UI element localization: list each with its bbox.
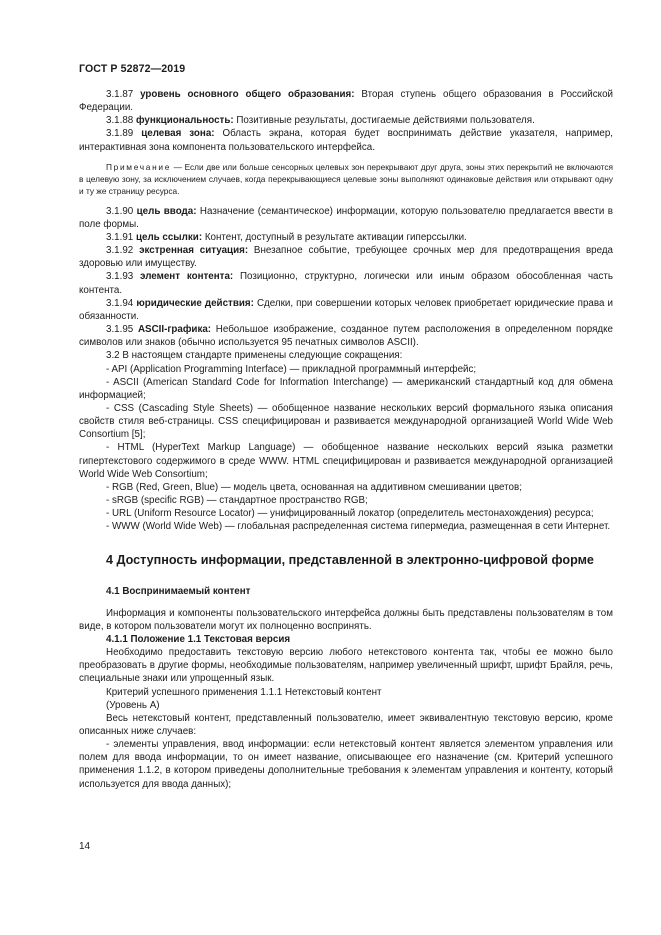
- definition-term: цель ввода:: [136, 205, 197, 217]
- definition-term: экстренная ситуация:: [139, 245, 249, 257]
- definition-term: целевая зона:: [141, 128, 215, 140]
- definition-number: 3.1.92: [106, 245, 140, 257]
- definition-item: [79, 244, 613, 270]
- paragraph: Критерий успешного применения 1.1.1 Нетекстовый контент: [106, 686, 382, 698]
- abbreviation-item: - RGB (Red, Green, Blue) — модель цвета, основанная на аддитивном смешивании цветов;: [106, 481, 522, 493]
- definition-text: Небольшое изображение, созданное путем расположения в определенном порядке символов или знаков (обычно используется 95 печатных символов ASCII).: [79, 324, 613, 349]
- definition-term: ASCII-графика:: [137, 324, 212, 336]
- definition-number: 3.1.88: [106, 115, 136, 127]
- definition-item: [79, 114, 613, 127]
- abbreviation-item: - HTML (HyperText Markup Language) — обобщенное название нескольких версий языка разметки гипертекстового содержимого в среде WWW. HTML специфицирован и развивается международной организацией World Wide Web Consortium;: [79, 442, 613, 480]
- definition-text: Позитивные результаты, достигаемые действиями пользователя.: [233, 115, 535, 127]
- definition-number: 3.1.90: [106, 205, 137, 217]
- abbreviation-item: - WWW (World Wide Web) — глобальная распределенная система гипермедиа, размещенная в сети Интернет.: [106, 521, 611, 533]
- definition-text: Область экрана, которая будет воспринимать действие указателя, например, интерактивная зона компонента пользовательского интерфейса.: [79, 128, 613, 153]
- section-4-1-text: Информация и компоненты пользовательского интерфейса должны быть представлены пользователям в том виде, в котором пользователи могут их полноценно воспринять.: [79, 607, 613, 632]
- definition-item: [79, 297, 613, 323]
- page-number: 14: [79, 841, 91, 852]
- note-label: Примечание: [106, 161, 172, 172]
- definition-term: функциональность:: [135, 115, 234, 127]
- definition-text: Внезапное событие, требующее срочных мер для предотвращения вреда здоровью или имуществу.: [79, 245, 614, 270]
- definition-text: Назначение (семантическое) информации, которую пользователю предлагается ввести в поле формы.: [79, 205, 614, 230]
- abbreviation-item: - sRGB (specific RGB) — стандартное пространство RGB;: [106, 495, 368, 507]
- paragraph: (Уровень А): [106, 699, 160, 711]
- document-header: ГОСТ Р 52872—2019: [79, 63, 186, 75]
- abbreviation-item: - CSS (Cascading Style Sheets) — обобщенное название нескольких версий формального языка описания свойств стиля веб-страницы. CSS специфицирован и развивается международной организацией World Wide Web Consortium [5];: [79, 403, 613, 441]
- paragraph: Весь нетекстовый контент, представленный пользователю, имеет эквивалентную текстовую версию, кроме описанных ниже случаев:: [79, 712, 613, 737]
- definition-number: 3.1.93: [106, 271, 141, 283]
- section-4-1-1-heading: 4.1.1 Положение 1.1 Текстовая версия: [106, 633, 291, 645]
- definition-text: Позиционно, структурно, логически или иным образом обособленная часть контента.: [79, 271, 613, 296]
- definition-item: [79, 323, 613, 349]
- definition-text: Сделки, при совершении которых человек приобретает юридические права и обязанности.: [79, 297, 613, 322]
- note: [79, 161, 613, 198]
- definition-term: цель ссылки:: [135, 231, 203, 243]
- definitions-list-1: [79, 88, 613, 154]
- note-text: — Если две или больше сенсорных целевых зон перекрывают друг друга, зоны этих перекрытий не включаются в целевую зону, за исключением случаев, когда перекрывающиеся целевые зоны выполняют одинаковые действия или открывают одну и ту же страницу ресурса.: [79, 161, 613, 197]
- definitions-list-2: [79, 205, 613, 350]
- definition-term: уровень основного общего образования:: [140, 89, 355, 100]
- abbreviation-item: - API (Application Programming Interface) — прикладной программный интерфейс;: [106, 363, 477, 375]
- section-4-heading: 4 Доступность информации, представленной в электронно-цифровой форме: [106, 552, 594, 567]
- definition-item: [79, 270, 613, 296]
- section-4-1-heading: 4.1 Воспринимаемый контент: [106, 585, 251, 597]
- definition-item: [79, 88, 613, 114]
- definition-number: 3.1.95: [106, 324, 138, 336]
- section-4-1-1-paragraphs: [79, 646, 613, 791]
- abbreviation-item: - ASCII (American Standard Code for Information Interchange) — американский стандартный код для обмена информацией;: [79, 376, 613, 401]
- definition-term: юридические действия:: [136, 297, 254, 309]
- document-body: [79, 88, 613, 791]
- abbreviation-item: - URL (Uniform Resource Locator) — унифицированный локатор (определитель местонахождения) ресурса;: [106, 508, 594, 520]
- definition-text: Вторая ступень общего образования в Российской Федерации.: [79, 89, 613, 114]
- paragraph: - элементы управления, ввод информации: если нетекстовый контент является элементом управления или полем для ввода информации, то он имеет название, описывающее его назначение (см. Критерий успешного применения 1.1.2, в котором приведены дополнительные требования к элементам управления и контенту, который используется для ввода данных);: [79, 739, 613, 790]
- definition-term: элемент контента:: [140, 271, 234, 283]
- definition-item: [79, 231, 613, 244]
- definition-item: [79, 127, 613, 153]
- definition-number: 3.1.94: [106, 297, 137, 309]
- abbreviations-intro: 3.2 В настоящем стандарте применены следующие сокращения:: [106, 350, 403, 362]
- definition-number: 3.1.91: [106, 231, 136, 243]
- definition-number: 3.1.89: [106, 128, 142, 140]
- abbreviations-list: [79, 363, 613, 534]
- definition-text: Контент, доступный в результате активации гиперссылки.: [202, 231, 467, 243]
- paragraph: Необходимо предоставить текстовую версию любого нетекстового контента так, чтобы ее можно было преобразовать в другие формы, необходимые пользователям, например увеличенный шрифт, шрифт Брайля, речь, специальные знаки или упрощенный язык.: [79, 647, 613, 685]
- definition-number: 3.1.87: [106, 89, 141, 100]
- definition-item: [79, 205, 613, 231]
